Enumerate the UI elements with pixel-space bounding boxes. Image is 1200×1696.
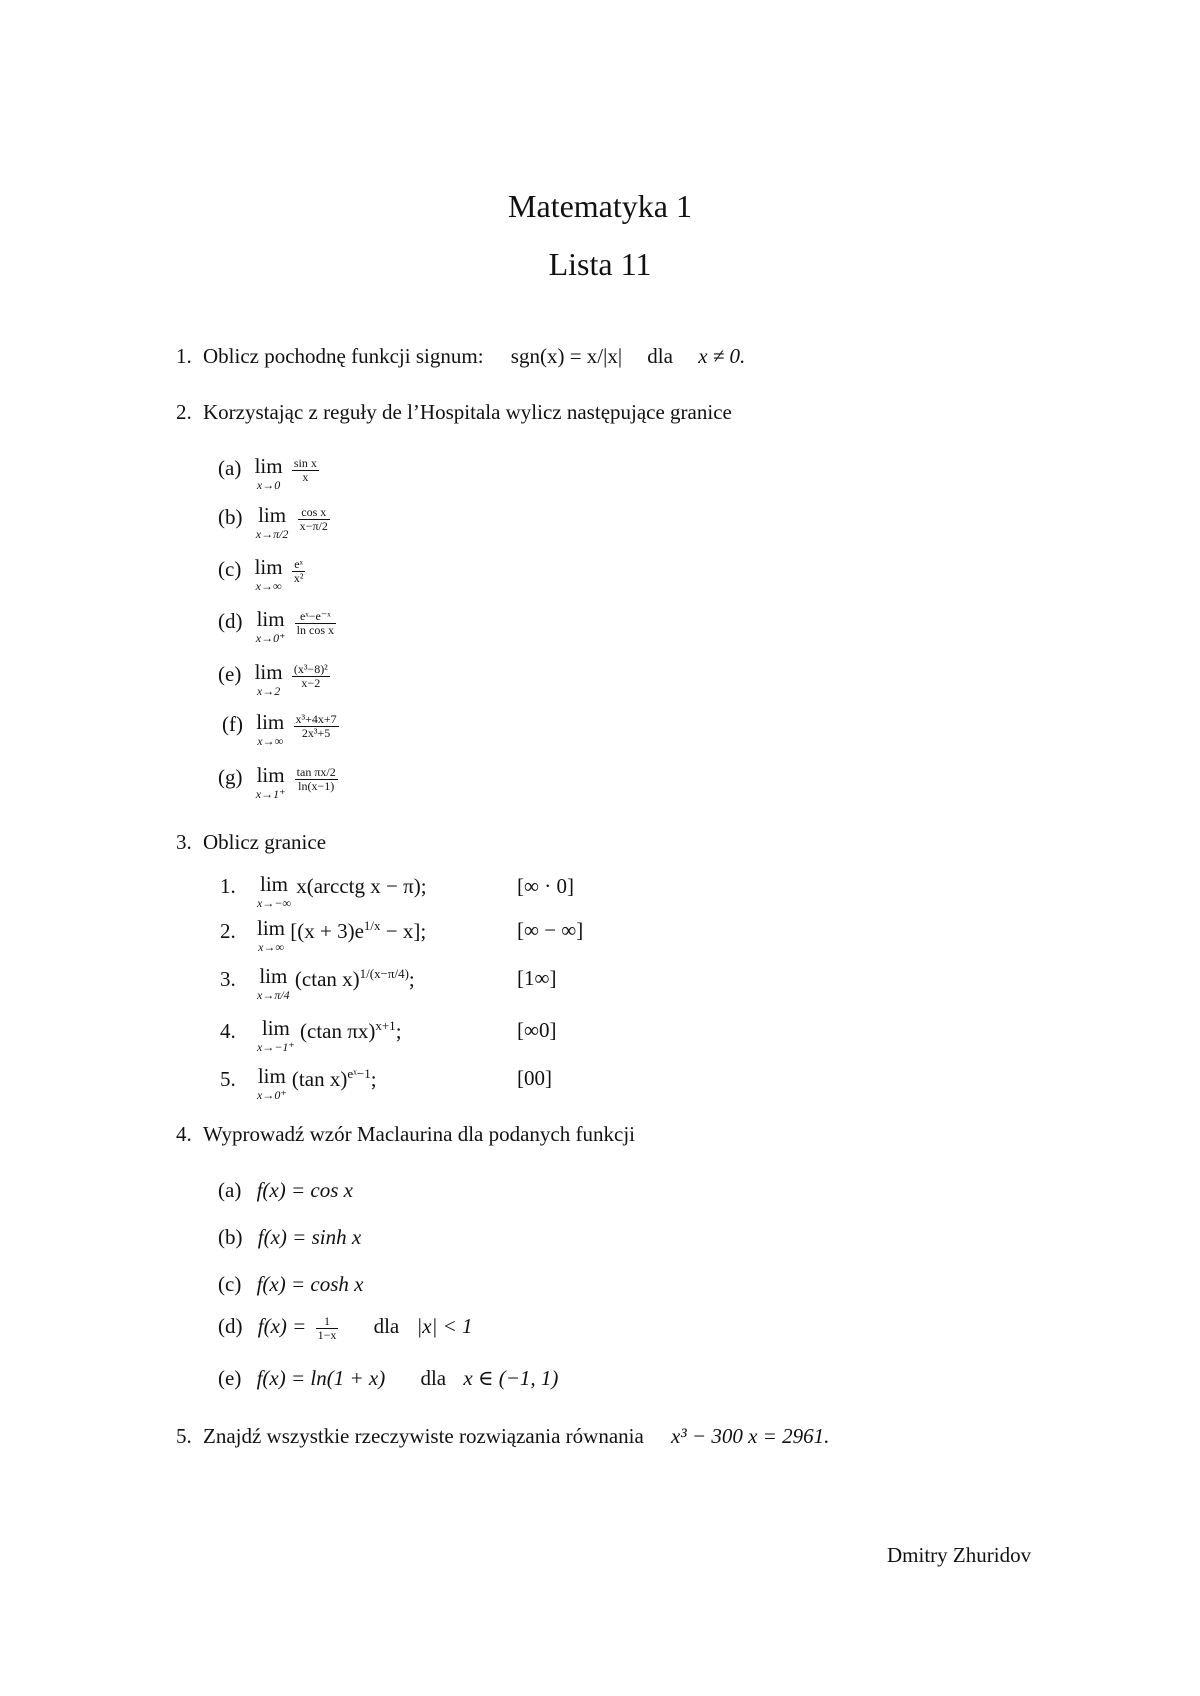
exponent: eˣ−1	[347, 1066, 371, 1081]
maclaurin-item-a	[218, 1178, 353, 1203]
fraction: $\frac{\text{tan πx/2}}{\ln(x-1)}$	[296, 765, 336, 793]
fraction: $\frac{1}{1-x}$	[317, 1314, 337, 1342]
limit-item-d	[218, 609, 336, 644]
lim-operator: lim x→−∞	[257, 872, 291, 910]
function-expression: f(x) = sinh x	[257, 1225, 362, 1249]
problem-text: Oblicz granice	[203, 830, 327, 854]
lim-operator: lim x→∞	[254, 555, 283, 593]
function-expression: f(x) = cos x	[256, 1178, 353, 1202]
item-label: 4.	[220, 1019, 236, 1043]
limit-item-g	[218, 765, 338, 800]
maclaurin-item-b	[218, 1225, 361, 1250]
lim-operator: lim x→1⁺	[255, 763, 286, 801]
fraction: $\frac{\text{x³+4x+7}}{\text{2x³+5}}$	[295, 712, 337, 740]
problem-text: Oblicz pochodnę funkcji signum:	[203, 344, 484, 368]
item-label: (c)	[218, 1272, 242, 1296]
fraction: $\frac{\text{(x³−8)²}}{x-2}$	[293, 662, 328, 690]
maclaurin-item-c	[218, 1272, 363, 1297]
problem-number: 5.	[176, 1424, 192, 1448]
limit-item-e	[218, 662, 330, 697]
exponent: x+1	[375, 1018, 396, 1033]
limit-row-4	[220, 1018, 402, 1053]
lim-operator: lim x→−1⁺	[257, 1016, 295, 1054]
limit-item-b	[218, 505, 330, 540]
lim-operator: lim x→2	[254, 660, 283, 698]
limit-expression: x(arcctg x − π);	[296, 874, 427, 898]
fraction: $\frac{\text{cos x}}{x-\pi/2}$	[299, 505, 328, 533]
limit-expression-tail: ;	[395, 1019, 402, 1043]
lim-operator: lim x→π/4	[257, 964, 290, 1002]
problem-number: 2.	[176, 400, 192, 424]
page-title: Matematyka 1	[508, 188, 692, 224]
problem-5	[176, 1424, 829, 1449]
fraction: $\frac{\text{sin x}}{x}$	[293, 456, 317, 484]
function-expression: f(x) = ln(1 + x)	[256, 1366, 386, 1390]
maclaurin-item-e	[218, 1366, 558, 1391]
problem-formula: x³ − 300 x = 2961.	[671, 1424, 830, 1448]
limit-expression: (tan x)	[291, 1067, 348, 1091]
condition: |x| < 1	[416, 1314, 473, 1338]
lim-operator: lim x→0⁺	[255, 607, 286, 645]
problem-2	[176, 400, 732, 425]
item-label: (f)	[222, 712, 243, 736]
limit-expression-tail: − x];	[380, 919, 427, 943]
condition: x ≠ 0.	[698, 344, 746, 368]
dla-text: dla	[647, 344, 673, 368]
problem-1	[176, 344, 745, 369]
exponent: 1/x	[363, 918, 381, 933]
limit-expression-tail: ;	[370, 1067, 377, 1091]
item-label: (a)	[218, 456, 242, 480]
item-label: (d)	[218, 1314, 243, 1338]
condition: x ∈ (−1, 1)	[463, 1366, 559, 1390]
limit-expression: [(x + 3)e	[290, 919, 364, 943]
lim-operator: lim x→π/2	[255, 503, 289, 541]
indeterminate-form: [00]	[517, 1066, 552, 1090]
limit-row-5	[220, 1066, 377, 1101]
problem-text: Wyprowadź wzór Maclaurina dla podanych funkcji	[203, 1122, 635, 1146]
lim-operator: lim x→0	[254, 454, 283, 492]
limit-item-a	[218, 456, 319, 491]
item-label: (g)	[218, 765, 243, 789]
item-label: (d)	[218, 609, 243, 633]
limit-row-2	[220, 918, 426, 953]
problem-text: Korzystając z reguły de l’Hospitala wylicz następujące granice	[203, 400, 732, 424]
dla-text: dla	[420, 1366, 447, 1390]
limit-expression-tail: ;	[408, 967, 415, 991]
maclaurin-item-d	[218, 1314, 473, 1341]
item-label: (e)	[218, 1366, 242, 1390]
exponent: 1/(x−π/4)	[359, 966, 409, 981]
item-label: 3.	[220, 967, 236, 991]
item-label: 5.	[220, 1067, 236, 1091]
function-expression: f(x) =	[257, 1314, 307, 1338]
page-subtitle: Lista 11	[548, 246, 652, 282]
limit-item-f	[222, 712, 339, 747]
item-label: (e)	[218, 662, 242, 686]
author-name: Dmitry Zhuridov	[887, 1543, 1032, 1567]
indeterminate-form: [∞0]	[517, 1018, 557, 1042]
problem-4	[176, 1122, 635, 1147]
indeterminate-form: [1∞]	[517, 966, 557, 990]
limit-row-1	[220, 874, 427, 909]
item-label: (b)	[218, 505, 243, 529]
indeterminate-form: [∞ − ∞]	[517, 918, 584, 942]
limit-item-c	[218, 557, 305, 592]
indeterminate-form: [∞ · 0]	[517, 874, 574, 898]
lim-operator: lim x→∞	[257, 916, 286, 954]
item-label: 2.	[220, 919, 236, 943]
problem-number: 3.	[176, 830, 192, 854]
limit-expression: (ctan πx)	[300, 1019, 376, 1043]
fraction: $\frac{\text{eˣ−e⁻ˣ}}{\text{ln cos x}}$	[296, 609, 335, 637]
problem-3	[176, 830, 326, 855]
limit-expression: (ctan x)	[294, 967, 360, 991]
limit-row-3	[220, 966, 415, 1001]
fraction: $\frac{\text{eˣ}}{\text{x²}}$	[293, 557, 304, 585]
function-expression: f(x) = cosh x	[256, 1272, 364, 1296]
item-label: (a)	[218, 1178, 242, 1202]
dla-text: dla	[373, 1314, 400, 1338]
problem-text: Znajdź wszystkie rzeczywiste rozwiązania równania	[203, 1424, 644, 1448]
lim-operator: lim x→∞	[256, 710, 285, 748]
item-label: 1.	[220, 874, 236, 898]
problem-number: 4.	[176, 1122, 192, 1146]
lim-operator: lim x→0⁺	[257, 1064, 287, 1102]
problem-number: 1.	[176, 344, 192, 368]
item-label: (c)	[218, 557, 242, 581]
problem-formula: sgn(x) = x/|x|	[510, 344, 623, 368]
item-label: (b)	[218, 1225, 243, 1249]
